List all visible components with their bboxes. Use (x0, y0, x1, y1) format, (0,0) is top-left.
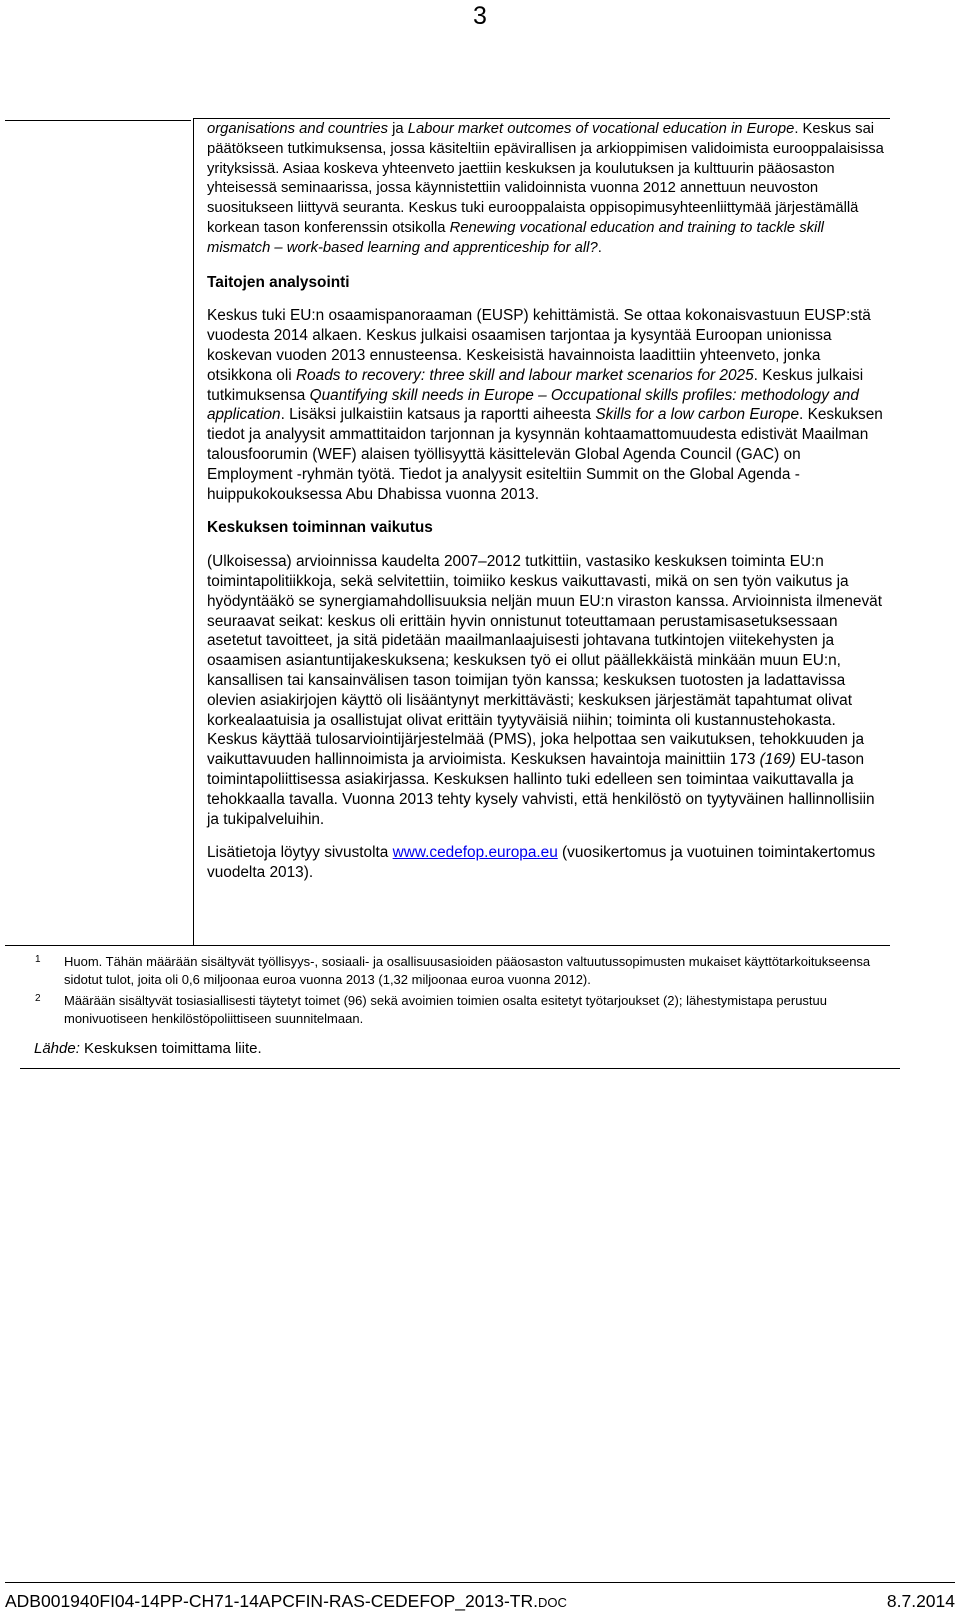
italic-text-run: organisations and countries (207, 121, 388, 137)
source-label: Lähde: (34, 1040, 80, 1057)
text-run: ja (387, 121, 408, 137)
footnotes (30, 953, 900, 1031)
paragraph-more-info (207, 843, 889, 883)
text-run: . Keskuksen tiedot ja analyysit ammattitaidon tarjonnan ja kysynnän kohtaamattomuudesta edistivät Maailman talousfoorumin (WEF) alaisen työllisyyttä käsittelevän Global Agenda Council (GAC) on Employment -ryhmän työtä. Tiedot ja analyysit esiteltiin Summit on the Global Agenda -huippukokouksessa Abu Dhabissa vuonna 2013. (207, 406, 883, 503)
italic-text-run: Skills for a low carbon Europe (595, 406, 800, 424)
footnote-2 (30, 992, 900, 1028)
table-content-cell (207, 120, 889, 883)
footer-rule (5, 1582, 955, 1583)
footnote-1 (30, 953, 900, 989)
italic-text-run: Renewing vocational education and training to tackle skill mismatch – work-based learning and apprenticeship for all? (207, 219, 824, 256)
footnote-2-marker: 2 (35, 993, 41, 1004)
footer-document-id (5, 1591, 567, 1612)
footer-date: 8.7.2014 (886, 1591, 955, 1611)
paragraph-vocational-education (207, 120, 889, 259)
footnote-2-text: Määrään sisältyvät tosiasiallisesti täytetyt toimet (96) sekä avoimien toimien osalta esitetyt työtarjoukset (2); lähestymistapa perustuu monivuotiseen henkilöstöpoliittiseen suunnitelmaan. (64, 993, 828, 1026)
italic-text-run: Quantifying skill needs in Europe – Occupational skills profiles: methodology and application (207, 386, 859, 424)
text-run: . (597, 239, 602, 256)
paragraph-skills-analysis (207, 306, 889, 504)
text-run: Keskus tuki EU:n osaamispanoraaman (EUSP) kehittämistä. Se ottaa kokonaisvastuun EUSP:stä vuodesta 2014 alkaen. Keskus julkaisi osaamisen tarjontaa ja kysyntää Euroopan unionissa koskevan vuoden 2013 ennusteensa. Keskeisistä havainnoista laadittiin yhteenveto, jonka otsikkona oli (207, 307, 871, 384)
more-info-text: Lisätietoja löytyy sivustolta (207, 844, 393, 862)
text-run: (Ulkoisessa) arvioinnissa kaudelta 2007–2012 tutkittiin, vastasiko keskuksen toiminta EU:n toimintapolitiikkoja, sekä selvitettiin, toimiiko keskus vaikuttavasti, mikä on sen työn vaikutus ja hyödyntääkö se synergiamahdollisuuksia neljän muun EU:n viraston kanssa. Arvioinnista ilmenevät seuraavat seikat: keskus oli erittäin hyvin onnistunut toteuttamaan perustamisasetuksessaan asetetut tavoitteet, ja sitä pidetään maailmanlaajuisesti johtavana tutkintojen viitekehysten ja osaamisen asiantuntijakeskuksena; keskuksen työ ei ollut päällekkäistä minkään muun EU:n, kansallisen tai kansainvälisen tason toimijan työn kanssa; keskuksen tuotosten ja ladattavissa olevien asiakirjojen käyttö oli lisääntynyt merkittävästi; keskuksen järjestämät tapahtumat olivat korkealaatuisia ja osallistujat olivat erittäin tyytyväisiä niihin; toiminta oli kustannustehokasta. Keskus käyttää tulosarviointijärjestelmää (PMS), joka helpottaa sen vaikutuksen, tehokkuuden ja vaikuttavuuden hallinnoimista ja arvioimista. Keskuksen havaintoja mainittiin 173 (207, 553, 882, 769)
italic-text-run: Labour market outcomes of vocational education in Europe (407, 121, 795, 137)
page-number: 3 (473, 2, 487, 30)
text-run: EU-tason toimintapoliittisessa asiakirjassa. Keskuksen hallinto tuki edelleen sen toimintaa vaikuttavalla ja tehokkaalla tavalla. Vuonna 2013 tehty kysely vahvisti, että henkilöstö on tyytyväinen hallinnollisiin ja tukipalveluihin. (207, 751, 875, 828)
more-info-text-end: (vuosikertomus ja vuotuinen toimintakertomus vuodelta 2013). (207, 844, 876, 882)
text-run: . Lisäksi julkaistiin katsaus ja raportti aiheesta (280, 406, 596, 424)
source-note (34, 1040, 262, 1057)
text-run: . Keskus julkaisi tutkimuksensa (207, 366, 864, 404)
italic-text-run: (169) (759, 751, 796, 769)
text-run: . Keskus sai päätökseen tutkimuksensa, jossa käsiteltiin epävirallisen ja arkioppimisen validoimista eurooppalaisissa yrityksissä. Asiaa koskeva yhteenveto jaettiin keskuksen ja koulutuksen ja kulttuurin pääosaston yhteisessä seminaarissa, jossa käynnistettiin validoinnista vuonna 2012 annettuun neuvoston suositukseen liittyvä seuranta. Keskus tuki eurooppalaista oppisopimusyhteenliittymää järjestämällä korkean tason konferenssin otsikolla (207, 121, 884, 236)
cedefop-link[interactable]: www.cedefop.europa.eu (392, 844, 558, 862)
table-column-divider (193, 118, 194, 945)
footer-document-name: ADB001940FI04-14PP-CH71-14APCFIN-RAS-CEDEFOP_2013-TR. (5, 1591, 538, 1611)
footnote-1-text: Huom. Tähän määrään sisältyvät työllisyys-, sosiaali- ja osallisuusasioiden pääosaston valtuutussopimusten mukaiset käyttötarkoitukseensa sidotut tulot, joita oli 0,6 miljoonaa euroa vuonna 2013 (1,32 miljoonaa euroa vuonna 2012). (64, 954, 871, 987)
paragraph-impact (207, 552, 889, 829)
source-text: Keskuksen toimittama liite. (79, 1040, 262, 1057)
heading-impact: Keskuksen toiminnan vaikutus (207, 519, 433, 537)
section-bottom-rule (20, 1068, 900, 1069)
table-border-bottom (5, 945, 890, 946)
table-border-top-left (5, 120, 191, 121)
italic-text-run: Roads to recovery: three skill and labour market scenarios for 2025 (295, 366, 754, 384)
footnote-1-marker: 1 (35, 954, 41, 965)
heading-skills-analysis: Taitojen analysointi (207, 273, 350, 291)
footer-document-extension: DOC (537, 1595, 567, 1610)
table-border-top (193, 118, 890, 119)
